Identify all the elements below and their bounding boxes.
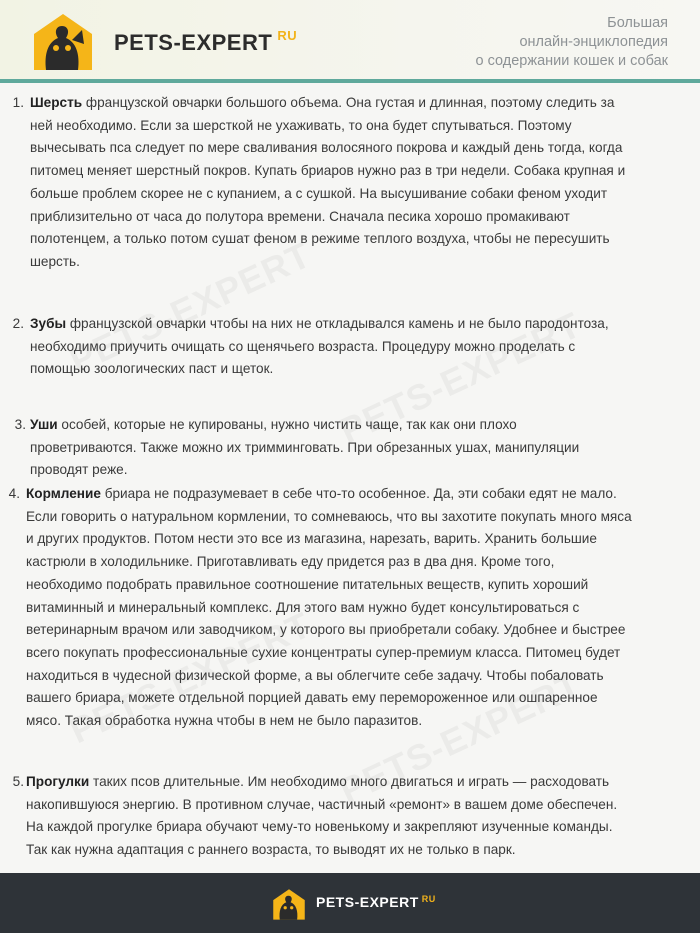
article-content: [0, 87, 700, 873]
text-line: французской овчарки чтобы на них не откладывался камень и не было пародонтоза,: [66, 316, 609, 331]
site-header: [0, 0, 700, 83]
text-line: особей, которые не купированы, нужно чистить чаще, так как они плохо: [57, 417, 517, 432]
list-item-title: Уши: [30, 417, 58, 432]
pets-expert-logo-icon[interactable]: [28, 10, 98, 76]
text-line: находиться в чудесной физической форме, а вы облегчите себе задачу. Чтобы побаловать: [26, 667, 604, 683]
list-item-number: 1.: [12, 95, 24, 110]
text-line: питомец меняет шерстный покров. Купать бриаров нужно раз в три недели. Собака крупная и: [30, 163, 626, 179]
list-item-text: [26, 771, 672, 862]
text-line: больше проблем скорее не с купанием, а с сушкой. На высушивание собаки феном уходит: [30, 185, 608, 201]
text-line: накопившуюся энергию. В противном случае, частичный «ремонт» в вашем доме обеспечен.: [26, 796, 618, 812]
site-tagline: [476, 14, 668, 71]
text-line: вычесывать пса следует по мере сваливания волосяного покрова и каждый день тогда, когда: [30, 140, 623, 156]
text-line: ней необходимо. Если за шерсткой не ухаживать, то она будет спутываться. Поэтому: [30, 117, 572, 133]
tagline-line-3: о содержании кошек и собак: [475, 53, 668, 69]
text-line: ветеринарным врачом или заводчиком, у которого вы приобретали собаку. Удобнее и быстрее: [26, 622, 626, 638]
brand-suffix: RU: [277, 28, 298, 43]
text-line: бриара не подразумевает в себе что-то особенное. Да, эти собаки едят не мало.: [100, 486, 617, 501]
text-line: Если говорить о натуральном кормлении, то сомневаюсь, что вы захотите покупать много мяса: [26, 508, 632, 524]
list-item-number: 4.: [8, 486, 20, 501]
text-line: необходимо подобрать правильное соотношение питательных веществ, купить хороший: [26, 576, 589, 592]
brand-name[interactable]: [114, 30, 297, 56]
text-line: полотенцем, а только потом сушат феном в режиме теплого воздуха, чтобы не пересушить: [30, 231, 610, 247]
list-item-title: Кормление: [26, 486, 101, 501]
tagline-line-2: онлайн-энциклопедия: [519, 34, 668, 50]
brand-text: PETS-EXPERT: [114, 30, 273, 55]
text-line: приблизительно от часа до полутора времени. Сначала песика хорошо промакивают: [30, 208, 570, 224]
text-line: Так как нужна адаптация с раннего возраста, то выводят их не только в парк.: [26, 842, 516, 858]
footer-brand-suffix: RU: [421, 894, 436, 904]
text-line: всего покупать профессиональные сухие концентраты супер-премиум класса. Питомец будет: [26, 644, 621, 660]
list-item-title: Шерсть: [30, 95, 83, 110]
footer-brand-text: PETS-EXPERT: [316, 894, 419, 910]
text-line: французской овчарки большого объема. Она густая и длинная, поэтому следить за: [82, 95, 615, 110]
site-footer: [0, 873, 700, 933]
list-item-text: [30, 313, 676, 381]
list-item-text: [30, 92, 676, 274]
text-line: На каждой прогулке бриара обучают чему-то новенькому и закрепляют изученные команды.: [26, 819, 613, 835]
list-item-number: 3.: [14, 417, 26, 432]
list-item-number: 5.: [12, 774, 24, 789]
text-line: проводят реже.: [30, 462, 128, 478]
text-line: витаминный и минеральный комплекс. Для этого вам нужно будет консультироваться с: [26, 599, 580, 615]
footer-brand[interactable]: [316, 894, 436, 910]
tagline-line-1: Большая: [607, 15, 668, 31]
list-item-title: Зубы: [30, 316, 67, 331]
list-item-text: [26, 483, 672, 733]
text-line: мясо. Такая обработка нужна чтобы в нем не было паразитов.: [26, 713, 423, 729]
text-line: кастрюли в холодильнике. Приготавливать еду придется раз в два дня. Кроме того,: [26, 554, 555, 570]
footer-logo-icon[interactable]: [270, 887, 308, 923]
text-line: необходимо приучить очищать со щенячьего возраста. Процедуру можно проделать с: [30, 338, 576, 354]
list-item-text: [30, 414, 676, 482]
text-line: и других продуктов. Потом нести это все из магазина, нарезать, варить. Хранить большие: [26, 531, 597, 547]
text-line: вашего бриара, можете отдельной порцией давать ему перемороженное или ошпаренное: [26, 690, 598, 706]
list-item-title: Прогулки: [26, 774, 90, 789]
text-line: помощью зоологических паст и щеток.: [30, 361, 274, 377]
text-line: шерсть.: [30, 253, 80, 269]
text-line: проветриваются. Также можно их тримминговать. При обрезанных ушах, манипуляции: [30, 439, 580, 455]
list-item-number: 2.: [12, 316, 24, 331]
text-line: таких псов длительные. Им необходимо много двигаться и играть — расходовать: [89, 774, 610, 789]
